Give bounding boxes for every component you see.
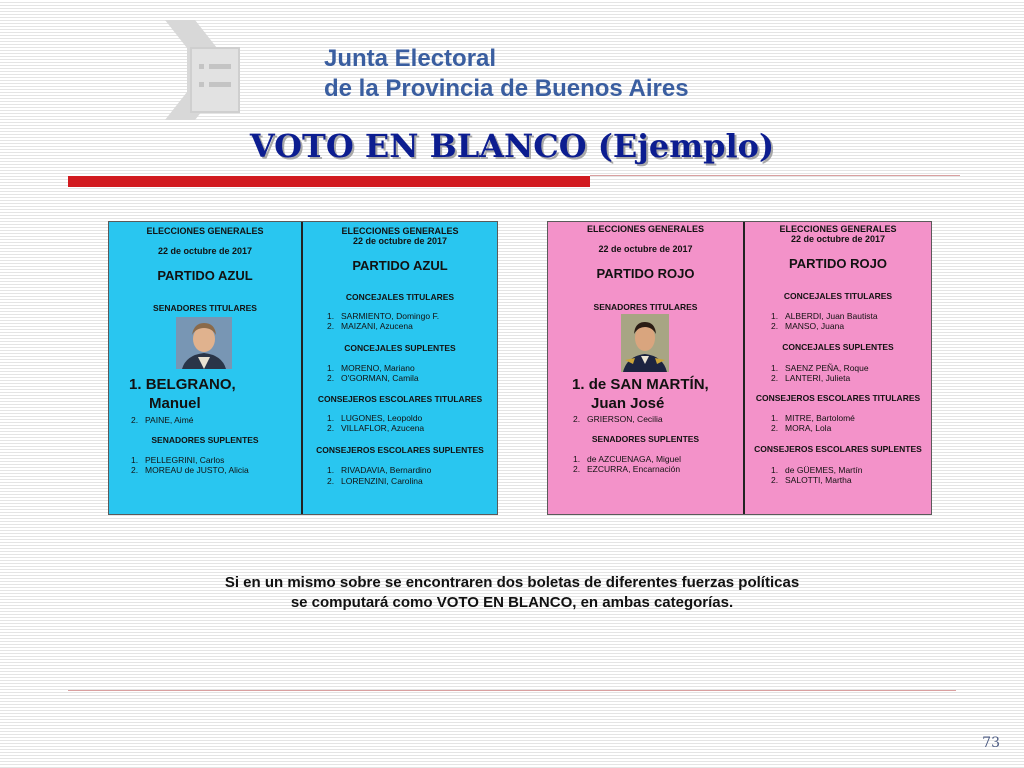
substitute-2: 2. MOREAU de JUSTO, Alicia	[131, 465, 249, 475]
election-heading: ELECCIONES GENERALES	[146, 226, 264, 236]
slide-title: VOTO EN BLANCO (Ejemplo)	[249, 127, 775, 165]
candidate-row: 1. SAENZ PEÑA, Roque	[771, 363, 869, 373]
head-candidate-name: 1. de SAN MARTÍN,	[572, 376, 709, 393]
ballot-senators-section	[109, 222, 301, 514]
portrait-image	[621, 314, 669, 372]
candidate-row: 1. ALBERDI, Juan Bautista	[771, 311, 878, 321]
ballot-council-section	[301, 222, 497, 514]
title-underline-bar	[68, 176, 590, 187]
title-divider-line	[590, 175, 960, 176]
ballot-partido-rojo	[547, 221, 932, 515]
junta-electoral-logo	[165, 20, 245, 120]
caption-line-1: Si en un mismo sobre se encontraren dos boletas de diferentes fuerzas políticas	[224, 574, 800, 591]
candidate-row: 2. O'GORMAN, Camila	[327, 373, 419, 383]
section-title: CONCEJALES SUPLENTES	[782, 342, 894, 352]
candidate-row: 1. SARMIENTO, Domingo F.	[327, 311, 440, 321]
candidate-row: 2. MORA, Lola	[771, 423, 832, 433]
section-title: CONCEJALES TITULARES	[783, 291, 893, 301]
org-line-2: de la Provincia de Buenos Aires	[324, 75, 689, 102]
ballot-senators-section	[548, 222, 743, 514]
election-date: 22 de octubre de 2017	[157, 246, 253, 256]
candidate-row: 2. VILLAFLOR, Azucena	[327, 423, 425, 433]
ballot-partido-azul	[108, 221, 498, 515]
page-number: 73	[982, 735, 1000, 751]
explanation-caption	[0, 573, 1024, 613]
election-heading: ELECCIONES GENERALES	[586, 224, 705, 234]
head-candidate-name: 1. BELGRANO,	[129, 376, 236, 393]
party-name: PARTIDO ROJO	[789, 256, 887, 271]
section-title-2: SENADORES SUPLENTES	[151, 435, 259, 445]
section-title: CONCEJALES TITULARES	[345, 292, 455, 302]
substitute-1: 1. PELLEGRINI, Carlos	[131, 455, 225, 465]
candidate-row: 2. SALOTTI, Martha	[771, 475, 852, 485]
head-candidate-firstname: Juan José	[591, 395, 665, 412]
party-name: PARTIDO ROJO	[596, 266, 695, 281]
election-date: 22 de octubre de 2017	[598, 244, 693, 254]
section-title: CONSEJEROS ESCOLARES SUPLENTES	[754, 444, 922, 454]
organization-name	[324, 44, 689, 104]
election-date: 22 de octubre de 2017	[352, 236, 448, 246]
section-title-2: SENADORES SUPLENTES	[591, 434, 700, 444]
section-title: SENADORES TITULARES	[153, 303, 257, 313]
section-title: CONSEJEROS ESCOLARES SUPLENTES	[316, 445, 484, 455]
section-title: CONSEJEROS ESCOLARES TITULARES	[317, 394, 483, 404]
caption-line-2: se computará como VOTO EN BLANCO, en ambas categorías.	[290, 594, 734, 611]
candidate-row: 1. MITRE, Bartolomé	[771, 413, 855, 423]
candidate-2: 2. GRIERSON, Cecilia	[573, 414, 663, 424]
election-heading: ELECCIONES GENERALES	[779, 224, 897, 234]
section-title: CONSEJEROS ESCOLARES TITULARES	[755, 393, 921, 403]
candidate-row: 2. LANTERI, Julieta	[771, 373, 851, 383]
org-line-1: Junta Electoral	[324, 45, 497, 72]
candidate-row: 2. MANSO, Juana	[771, 321, 845, 331]
substitute-1: 1. de AZCUENAGA, Miguel	[573, 454, 682, 464]
party-name: PARTIDO AZUL	[157, 268, 253, 283]
section-title: CONCEJALES SUPLENTES	[344, 343, 456, 353]
ballot-council-section	[743, 222, 931, 514]
candidate-row: 2. LORENZINI, Carolina	[327, 476, 423, 486]
candidate-row: 1. MORENO, Mariano	[327, 363, 415, 373]
section-title: SENADORES TITULARES	[593, 302, 698, 312]
substitute-2: 2. EZCURRA, Encarnación	[573, 464, 681, 474]
party-name: PARTIDO AZUL	[352, 258, 448, 273]
candidate-row: 2. MAIZANI, Azucena	[327, 321, 413, 331]
candidate-row: 1. de GÜEMES, Martín	[771, 465, 863, 475]
portrait-image	[176, 317, 232, 369]
election-heading: ELECCIONES GENERALES	[341, 226, 459, 236]
candidate-portrait	[176, 317, 232, 369]
candidate-row: 1. RIVADAVIA, Bernardino	[327, 465, 432, 475]
head-candidate-firstname: Manuel	[149, 395, 201, 412]
election-date: 22 de octubre de 2017	[790, 234, 886, 244]
candidate-row: 1. LUGONES, Leopoldo	[327, 413, 423, 423]
candidate-2: 2. PAINE, Aimé	[131, 415, 194, 425]
candidate-portrait	[621, 314, 669, 372]
footer-divider-line	[68, 690, 956, 691]
